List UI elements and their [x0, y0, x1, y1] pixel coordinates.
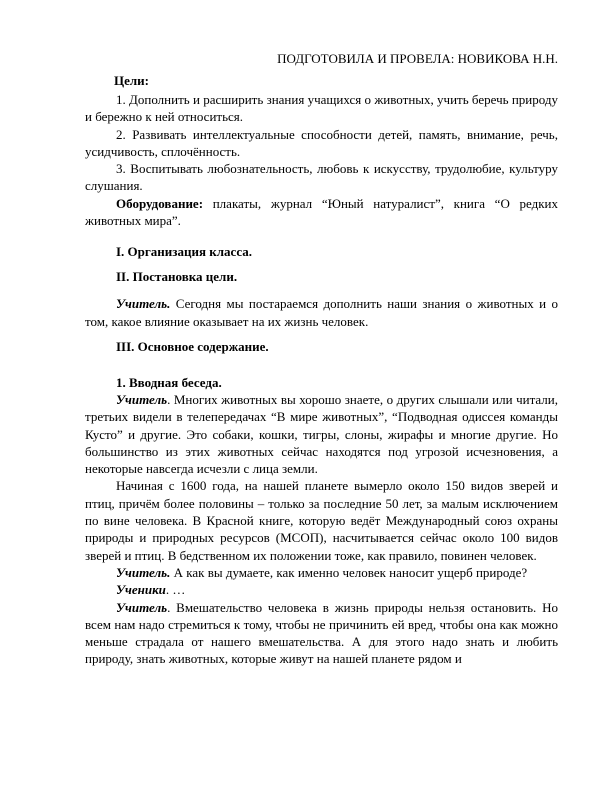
section-organization: I. Организация класса.: [116, 244, 253, 260]
section-intro-talk: 1. Вводная беседа.: [116, 374, 222, 390]
speaker-label: Ученики: [116, 582, 166, 598]
speaker-label: Учитель: [116, 599, 168, 615]
paragraph-3: Начиная с 1600 года, на нашей планете вымерло около 150 видов зверей и птиц, причём более половины – только за последние 50 лет, за малым исключением по вине человека. В Красной книге, которую ведёт Международный союз охраны природы и природных ресурсов (МСОП), насчитывается сейчас около 100 видов зверей и птиц. В бедственном их положении тоже, как правило, повинен человек.: [85, 478, 558, 563]
equipment-text: плакаты, журнал “Юный натуралист”, книга “О редких животных мира”.: [85, 195, 558, 229]
speaker-label: Учитель.: [116, 564, 171, 580]
document-body: [85, 50, 558, 668]
section-main-content: III. Основное содержание.: [116, 338, 269, 354]
equipment-paragraph: [85, 195, 558, 230]
paragraph-text: . …: [165, 582, 186, 598]
equipment-label: Оборудование:: [116, 195, 204, 211]
goals-heading: Цели:: [114, 73, 149, 88]
goal-item-2: 2. Развивать интеллектуальные способности детей, память, внимание, речь, усидчивость, сплочённость.: [85, 126, 558, 159]
paragraph-5: [85, 581, 558, 598]
goal-item-3: 3. Воспитывать любознательность, любовь к искусству, трудолюбие, культуру слушания.: [85, 161, 558, 194]
paragraph-text: А как вы думаете, как именно человек наносит ущерб природе?: [170, 564, 528, 580]
paragraph-2: [85, 391, 558, 477]
paragraph-4: [85, 564, 558, 581]
paragraph-text: . Многих животных вы хорошо знаете, о других слышали или читали, третьих видели в телепередачах “В мире животных”, “Подводная одиссея команды Кусто” и другие. Это собаки, кошки, тигры, слоны, жирафы и многие другие. Но большинство из этих животных сейчас находятся под угрозой исчезновения, а некоторые навсегда исчезли с лица земли.: [85, 391, 558, 477]
paragraph-6: [85, 599, 558, 668]
section-goal-setting: II. Постановка цели.: [116, 269, 238, 285]
speaker-label: Учитель.: [116, 296, 171, 312]
paragraph-text: Сегодня мы постараемся дополнить наши знания о животных и о том, какое влияние оказывает на их жизнь человек.: [85, 296, 558, 329]
speaker-label: Учитель: [116, 391, 168, 407]
author-byline: ПОДГОТОВИЛА И ПРОВЕЛА: НОВИКОВА Н.Н.: [277, 51, 558, 66]
goal-item-1: 1. Дополнить и расширить знания учащихся о животных, учить беречь природу и бережно к ней относиться.: [85, 92, 558, 125]
paragraph-1: [85, 295, 558, 330]
paragraph-text: . Вмешательство человека в жизнь природы нельзя остановить. Но всем нам надо стремиться к тому, чтобы не причинить ей вред, чтобы она как можно меньше страдала от нашего вмешательства. А для этого надо знать и любить природу, знать животных, которые живут на нашей планете рядом и: [85, 599, 558, 667]
